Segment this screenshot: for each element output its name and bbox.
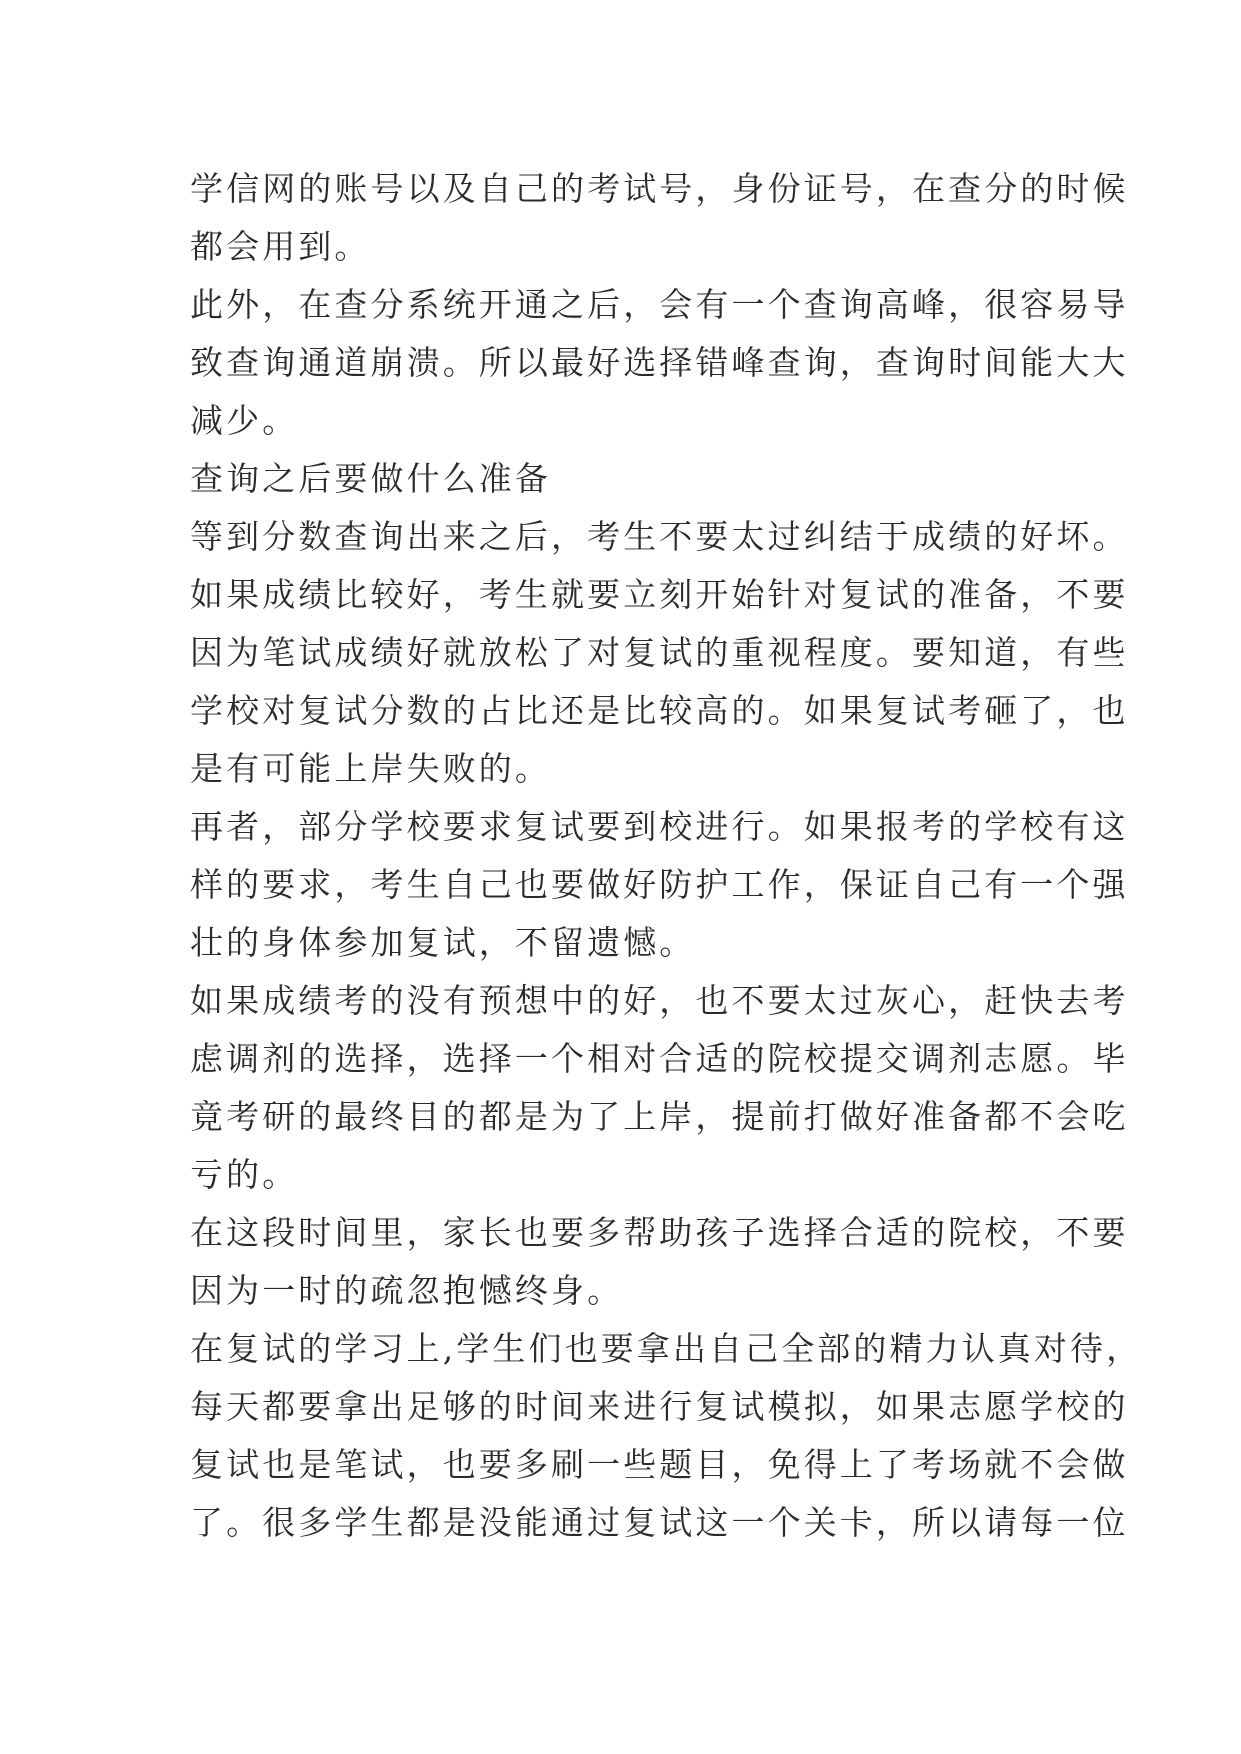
text-line: 学校对复试分数的占比还是比较高的。如果复试考砸了，也 [190, 691, 1129, 730]
text-line: 样的要求，考生自己也要做好防护工作，保证自己有一个强 [190, 865, 1129, 904]
text-line: 此外，在查分系统开通之后，会有一个查询高峰，很容易导 [190, 285, 1129, 324]
text-line: 在复试的学习上,学生们也要拿出自己全部的精力认真对待， [190, 1329, 1143, 1368]
text-line: 致查询通道崩溃。所以最好选择错峰查询，查询时间能大大 [190, 343, 1129, 382]
text-line: 如果成绩考的没有预想中的好，也不要太过灰心，赶快去考 [190, 981, 1129, 1020]
text-line: 虑调剂的选择，选择一个相对合适的院校提交调剂志愿。毕 [190, 1039, 1129, 1078]
text-line: 在这段时间里，家长也要多帮助孩子选择合适的院校，不要 [190, 1213, 1129, 1252]
text-line: 是有可能上岸失败的。 [190, 749, 551, 788]
text-line: 再者，部分学校要求复试要到校进行。如果报考的学校有这 [190, 807, 1129, 846]
section-heading: 查询之后要做什么准备 [190, 459, 551, 498]
text-line: 等到分数查询出来之后，考生不要太过纠结于成绩的好坏。 [190, 517, 1129, 556]
text-line: 壮的身体参加复试，不留遗憾。 [190, 923, 696, 962]
text-line: 减少。 [190, 401, 299, 440]
text-line: 因为笔试成绩好就放松了对复试的重视程度。要知道，有些 [190, 633, 1129, 672]
text-line: 每天都要拿出足够的时间来进行复试模拟，如果志愿学校的 [190, 1387, 1129, 1426]
text-line: 因为一时的疏忽抱憾终身。 [190, 1271, 624, 1310]
text-line: 学信网的账号以及自己的考试号，身份证号，在查分的时候 [190, 169, 1129, 208]
text-line: 如果成绩比较好，考生就要立刻开始针对复试的准备，不要 [190, 575, 1129, 614]
document-body [190, 160, 1143, 1552]
text-line: 复试也是笔试，也要多刷一些题目，免得上了考场就不会做 [190, 1445, 1129, 1484]
text-line: 亏的。 [190, 1155, 299, 1194]
text-line: 都会用到。 [190, 227, 371, 266]
text-line: 了。很多学生都是没能通过复试这一个关卡，所以请每一位 [190, 1503, 1129, 1542]
text-line: 竟考研的最终目的都是为了上岸，提前打做好准备都不会吃 [190, 1097, 1129, 1136]
